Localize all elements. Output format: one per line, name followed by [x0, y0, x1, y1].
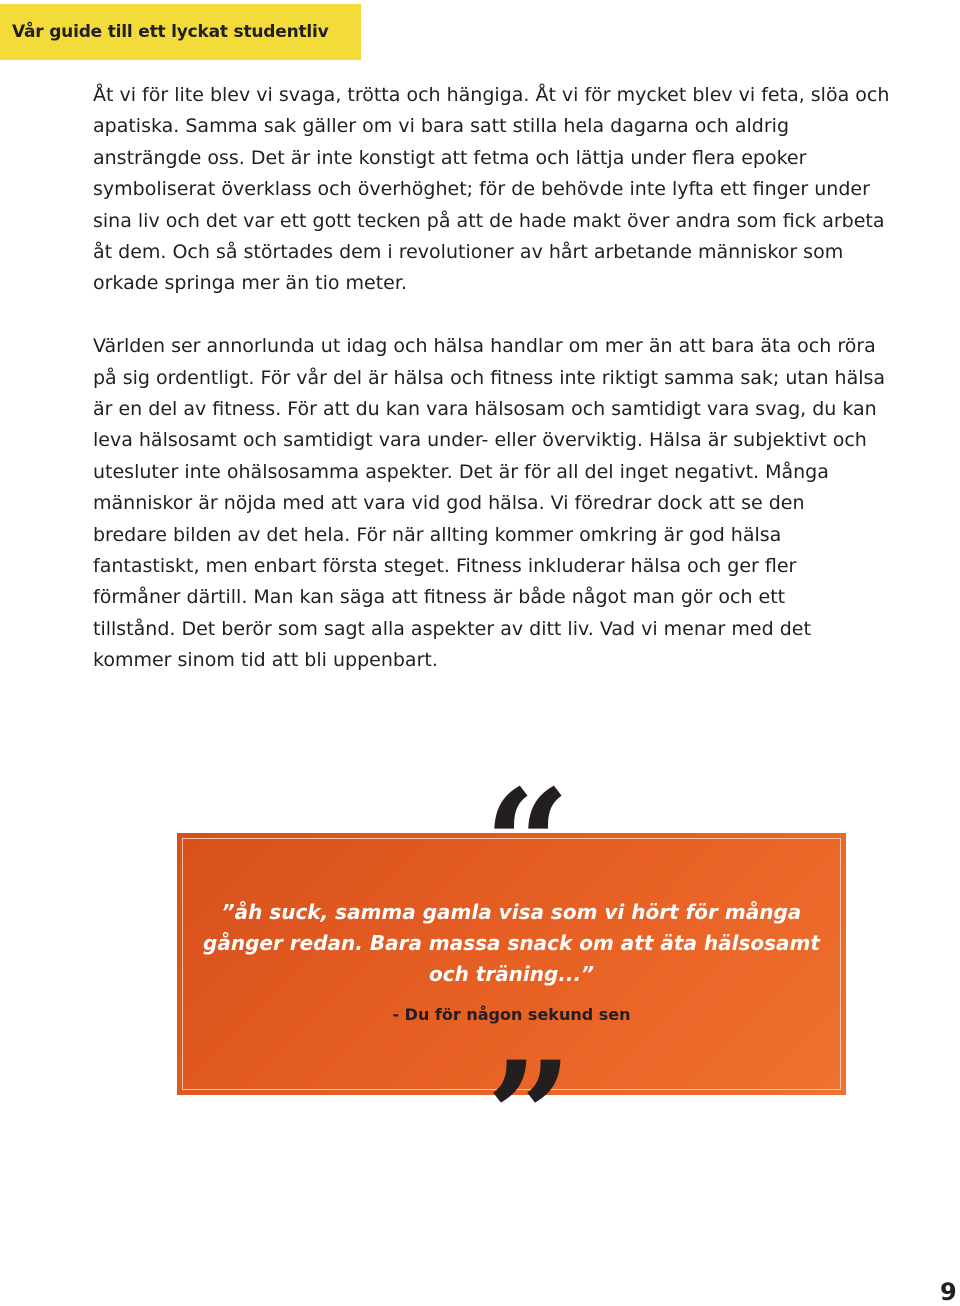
header-bar — [0, 4, 361, 60]
paragraph-1: Åt vi för lite blev vi svaga, trötta och hängiga. Åt vi för mycket blev vi feta, slöa och apatiska. Samma sak gäller om vi bara satt stilla hela dagarna och aldrig ansträngde oss. Det är inte konstigt att fetma och lättja under flera epoker symboliserat överklass och överhöghet; för de behövde inte lyfta ett finger under sina liv och det var ett gott tecken på att de hade makt över andra som fick arbeta åt dem. Och så störtades dem i revolutioner av hårt arbetande människor som orkade springa mer än tio meter. — [93, 84, 890, 295]
open-quote-icon: “ — [484, 757, 571, 933]
body-text — [93, 80, 943, 677]
quote-attribution: - Du för någon sekund sen — [392, 1005, 631, 1024]
close-quote-icon: ” — [486, 1029, 573, 1205]
quote-text: ”åh suck, samma gamla visa som vi hört för många gånger redan. Bara massa snack om att äta hälsosamt och träning...” — [203, 900, 820, 986]
paragraph-2: Världen ser annorlunda ut idag och hälsa handlar om mer än att bara äta och röra på sig ordentligt. För vår del är hälsa och fitness inte riktigt samma sak; utan hälsa är en del av fitness. För att du kan vara hälsosam och samtidigt vara svag, du kan leva hälsosamt och samtidigt vara under- eller överviktig. Hälsa är subjektivt och utesluter inte ohälsosamma aspekter. Det är för all del inget negativt. Många människor är nöjda med att vara vid god hälsa. Vi föredrar dock att se den bredare bilden av det hela. För när allting kommer omkring är god hälsa fantastiskt, men enbart första steget. Fitness inkluderar hälsa och ger fler förmåner därtill. Man kan säga att fitness är både något man gör och ett tillstånd. Det berör som sagt alla aspekter av ditt liv. Vad vi menar med det kommer sinom tid att bli uppenbart. — [93, 335, 886, 672]
page-number: 9 — [940, 1278, 957, 1306]
header-title: Vår guide till ett lyckat studentliv — [12, 22, 329, 42]
